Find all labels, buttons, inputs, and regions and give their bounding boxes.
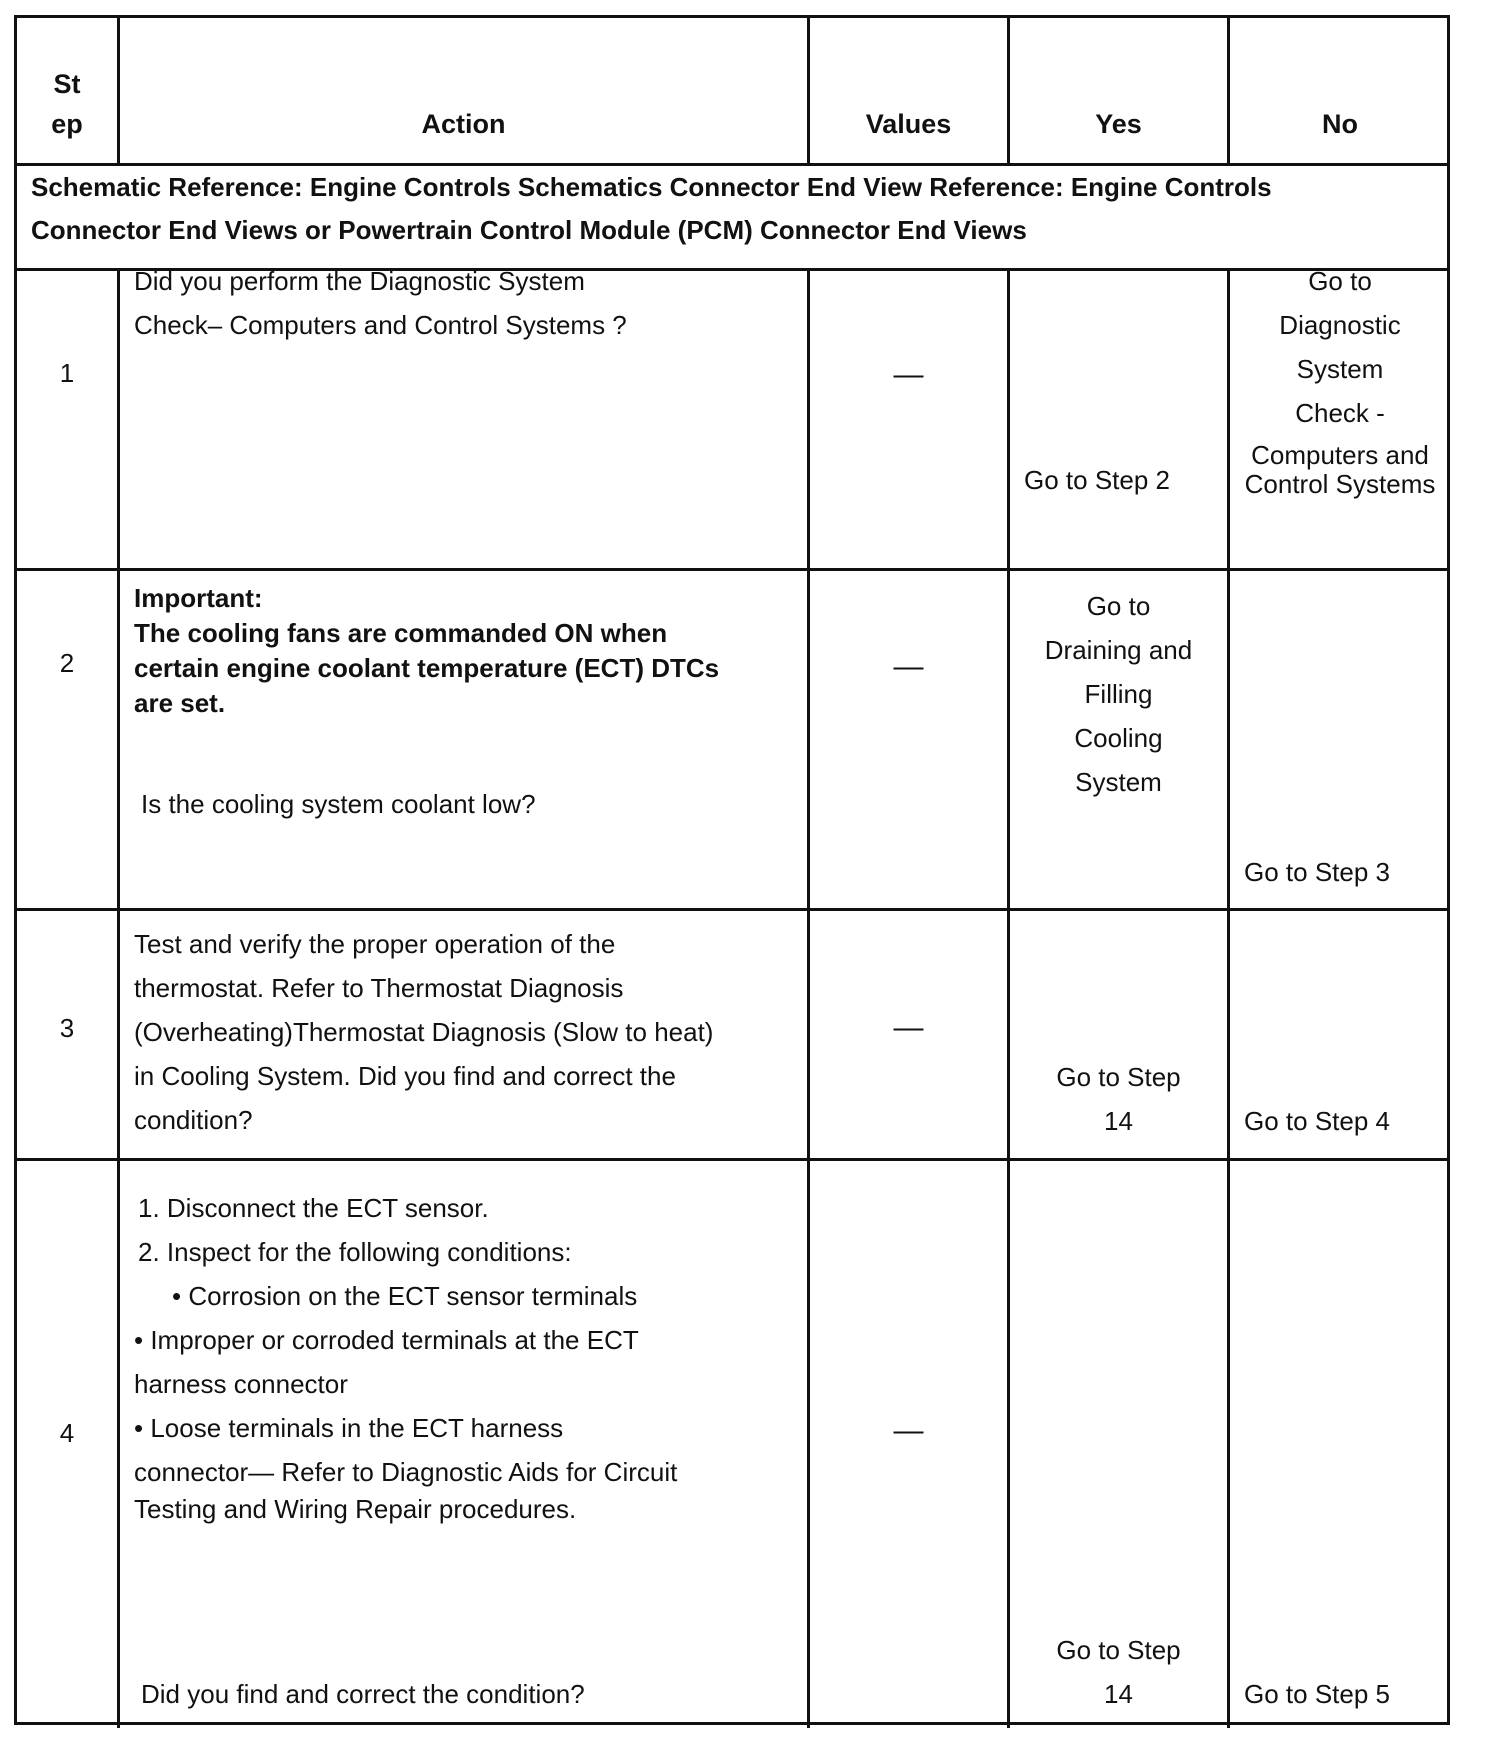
important-label: Important: [134, 583, 263, 613]
action-line: (Overheating)Thermostat Diagnosis (Slow to heat) [134, 1017, 714, 1047]
action-line: Check– Computers and Control Systems ? [134, 310, 627, 340]
action-line: thermostat. Refer to Thermostat Diagnosis [134, 973, 624, 1003]
result-line: Filling [1084, 679, 1153, 709]
column-divider [807, 268, 810, 1728]
action-line: Testing and Wiring Repair procedures. [134, 1494, 577, 1524]
action-question: Is the cooling system coolant low? [141, 789, 536, 819]
step-number: 1 [59, 358, 75, 388]
header-step-line: ep [51, 109, 83, 139]
action-line: Did you perform the Diagnostic System [134, 266, 585, 296]
no-result: Go to Step 5 [1244, 1679, 1390, 1709]
value-dash: — [893, 358, 924, 391]
important-line: are set. [134, 688, 226, 718]
action-line: 1. Disconnect the ECT sensor. [138, 1193, 489, 1223]
row-divider [17, 908, 1447, 911]
action-line: • Loose terminals in the ECT harness [134, 1413, 564, 1443]
action-text [134, 259, 794, 347]
column-divider [117, 268, 120, 1728]
action-line: in Cooling System. Did you find and correct the [134, 1061, 676, 1091]
important-note [134, 581, 794, 721]
row-divider [17, 1158, 1447, 1161]
reference-line: Connector End Views or Powertrain Control Module (PCM) Connector End Views [31, 215, 1027, 245]
yes-result [1010, 1628, 1227, 1716]
step-number: 2 [59, 648, 75, 678]
yes-result [1010, 584, 1227, 804]
yes-result: Go to Step 2 [1024, 465, 1170, 495]
result-line: Go to [1086, 591, 1151, 621]
action-line: Test and verify the proper operation of the [134, 929, 616, 959]
value-dash: — [893, 1414, 924, 1447]
result-line: System [1296, 354, 1384, 384]
schematic-reference [31, 166, 1431, 252]
no-result [1230, 259, 1450, 499]
action-line: condition? [134, 1105, 253, 1135]
step-number: 4 [59, 1418, 75, 1448]
result-line: Computers and [1251, 440, 1429, 470]
result-line: Cooling [1074, 723, 1163, 753]
result-line: 14 [1104, 1106, 1133, 1136]
value-dash: — [893, 1011, 924, 1044]
result-line: Go to Step [1056, 1062, 1181, 1092]
no-result: Go to Step 4 [1244, 1106, 1390, 1136]
important-line: The cooling fans are commanded ON when [134, 618, 668, 648]
header-action: Action [421, 109, 506, 139]
row-divider [17, 568, 1447, 571]
diagnostic-table [14, 15, 1450, 1725]
action-line: connector— Refer to Diagnostic Aids for Circuit [134, 1457, 678, 1487]
header-yes: Yes [1095, 109, 1142, 139]
result-line: Go to Step [1056, 1635, 1181, 1665]
result-line: System [1075, 767, 1162, 797]
result-line: Check - [1295, 398, 1385, 428]
result-line: 14 [1104, 1679, 1133, 1709]
action-line: 2. Inspect for the following conditions: [138, 1237, 572, 1267]
result-line: Control Systems [1244, 469, 1436, 499]
value-dash: — [893, 650, 924, 683]
action-list [134, 1186, 804, 1524]
header-no: No [1322, 109, 1358, 139]
header-values: Values [865, 109, 952, 139]
result-line: Go to [1308, 266, 1372, 296]
result-line: Diagnostic [1279, 310, 1401, 340]
action-line: • Improper or corroded terminals at the ECT [134, 1325, 639, 1355]
important-line: certain engine coolant temperature (ECT) DTCs [134, 653, 720, 683]
yes-result [1010, 1055, 1227, 1143]
action-line: harness connector [134, 1369, 348, 1399]
reference-line: Schematic Reference: Engine Controls Schematics Connector End View Reference: Engine Controls [31, 172, 1272, 202]
action-text [134, 922, 804, 1142]
column-divider [1007, 268, 1010, 1728]
no-result: Go to Step 3 [1244, 857, 1390, 887]
action-question: Did you find and correct the condition? [141, 1679, 585, 1709]
action-line: • Corrosion on the ECT sensor terminals [172, 1281, 638, 1311]
step-number: 3 [59, 1013, 75, 1043]
header-step-line: St [53, 69, 81, 99]
header-step [17, 64, 117, 144]
result-line: Draining and [1044, 635, 1193, 665]
